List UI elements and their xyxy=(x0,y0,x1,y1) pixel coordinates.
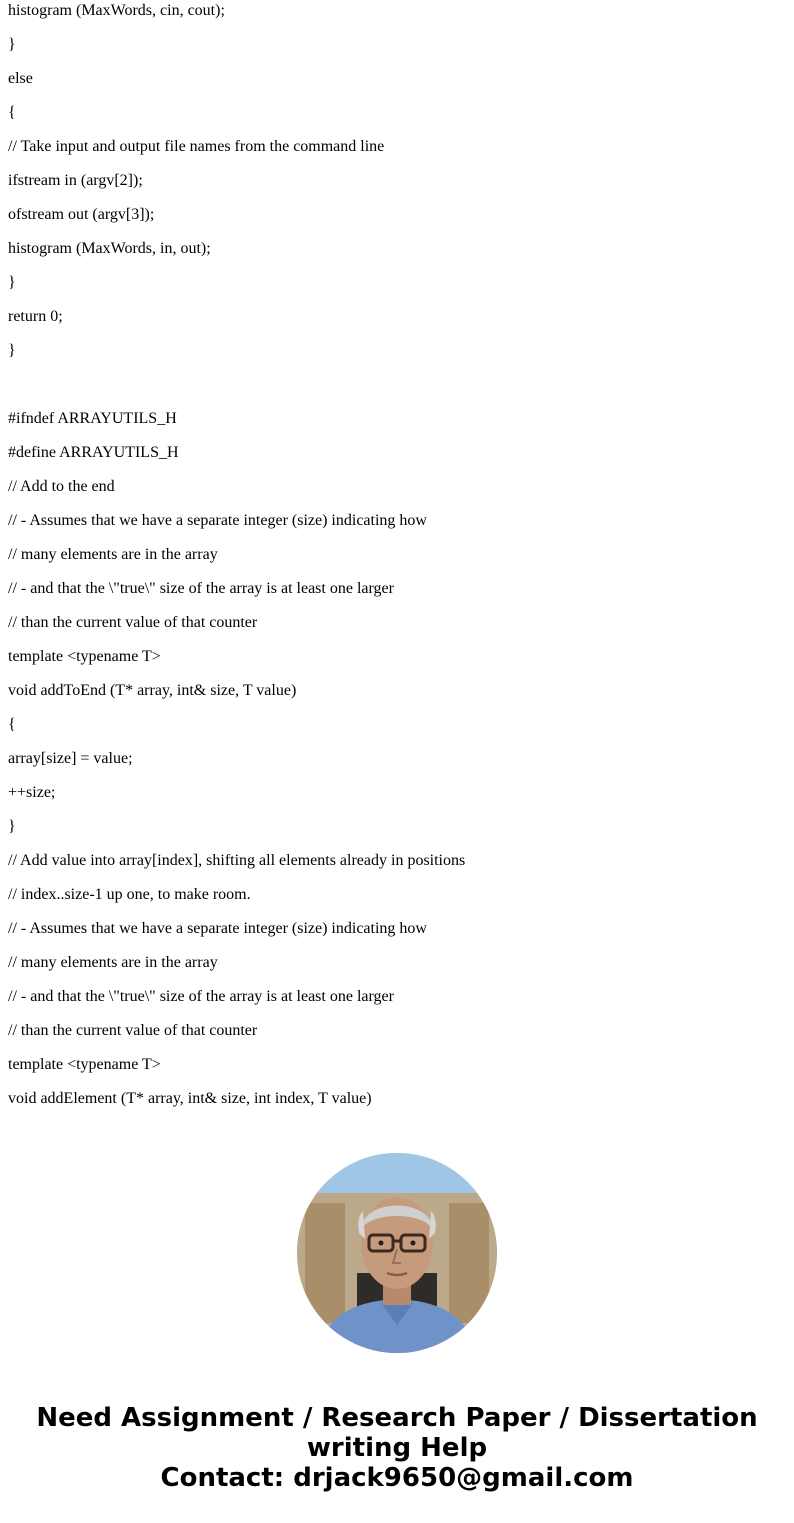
code-line: void addElement (T* array, int& size, int index, T value) xyxy=(8,1090,372,1107)
code-line: array[size] = value; xyxy=(8,750,133,767)
banner-line-2: writing Help xyxy=(306,1433,488,1463)
code-line: } xyxy=(8,36,16,53)
code-line: } xyxy=(8,818,16,835)
code-line: // - and that the \"true\" size of the array is at least one larger xyxy=(8,988,394,1005)
code-line: template <typename T> xyxy=(8,1056,161,1073)
code-line: template <typename T> xyxy=(8,648,161,665)
code-listing xyxy=(8,0,786,1122)
code-line: // - Assumes that we have a separate integer (size) indicating how xyxy=(8,920,427,937)
code-line: ifstream in (argv[2]); xyxy=(8,172,143,189)
code-line: #define ARRAYUTILS_H xyxy=(8,444,179,461)
banner-line-1: Need Assignment / Research Paper / Dissertation xyxy=(36,1403,758,1433)
code-line: histogram (MaxWords, in, out); xyxy=(8,240,211,257)
person-portrait-icon xyxy=(297,1153,497,1353)
code-line: ++size; xyxy=(8,784,56,801)
code-line: // index..size-1 up one, to make room. xyxy=(8,886,251,903)
contact-email: Contact: drjack9650@gmail.com xyxy=(160,1463,634,1493)
code-line: void addToEnd (T* array, int& size, T value) xyxy=(8,682,297,699)
code-line xyxy=(8,374,786,408)
code-line: // many elements are in the array xyxy=(8,546,218,563)
code-line: return 0; xyxy=(8,308,63,325)
code-line: // Take input and output file names from the command line xyxy=(8,138,385,155)
code-line: } xyxy=(8,274,16,291)
code-line: } xyxy=(8,342,16,359)
code-line: // than the current value of that counter xyxy=(8,1022,258,1039)
code-line: // many elements are in the array xyxy=(8,954,218,971)
contact-banner xyxy=(0,1403,794,1493)
code-line: // than the current value of that counter xyxy=(8,614,258,631)
code-line: #ifndef ARRAYUTILS_H xyxy=(8,410,177,427)
code-line: { xyxy=(8,716,16,733)
code-line: // - Assumes that we have a separate integer (size) indicating how xyxy=(8,512,427,529)
code-line: { xyxy=(8,104,16,121)
code-line: // - and that the \"true\" size of the array is at least one larger xyxy=(8,580,394,597)
code-line: // Add value into array[index], shifting all elements already in positions xyxy=(8,852,466,869)
code-line: else xyxy=(8,70,33,87)
code-line: ofstream out (argv[3]); xyxy=(8,206,155,223)
code-line: // Add to the end xyxy=(8,478,115,495)
avatar xyxy=(297,1153,497,1353)
code-line: histogram (MaxWords, cin, cout); xyxy=(8,2,225,19)
